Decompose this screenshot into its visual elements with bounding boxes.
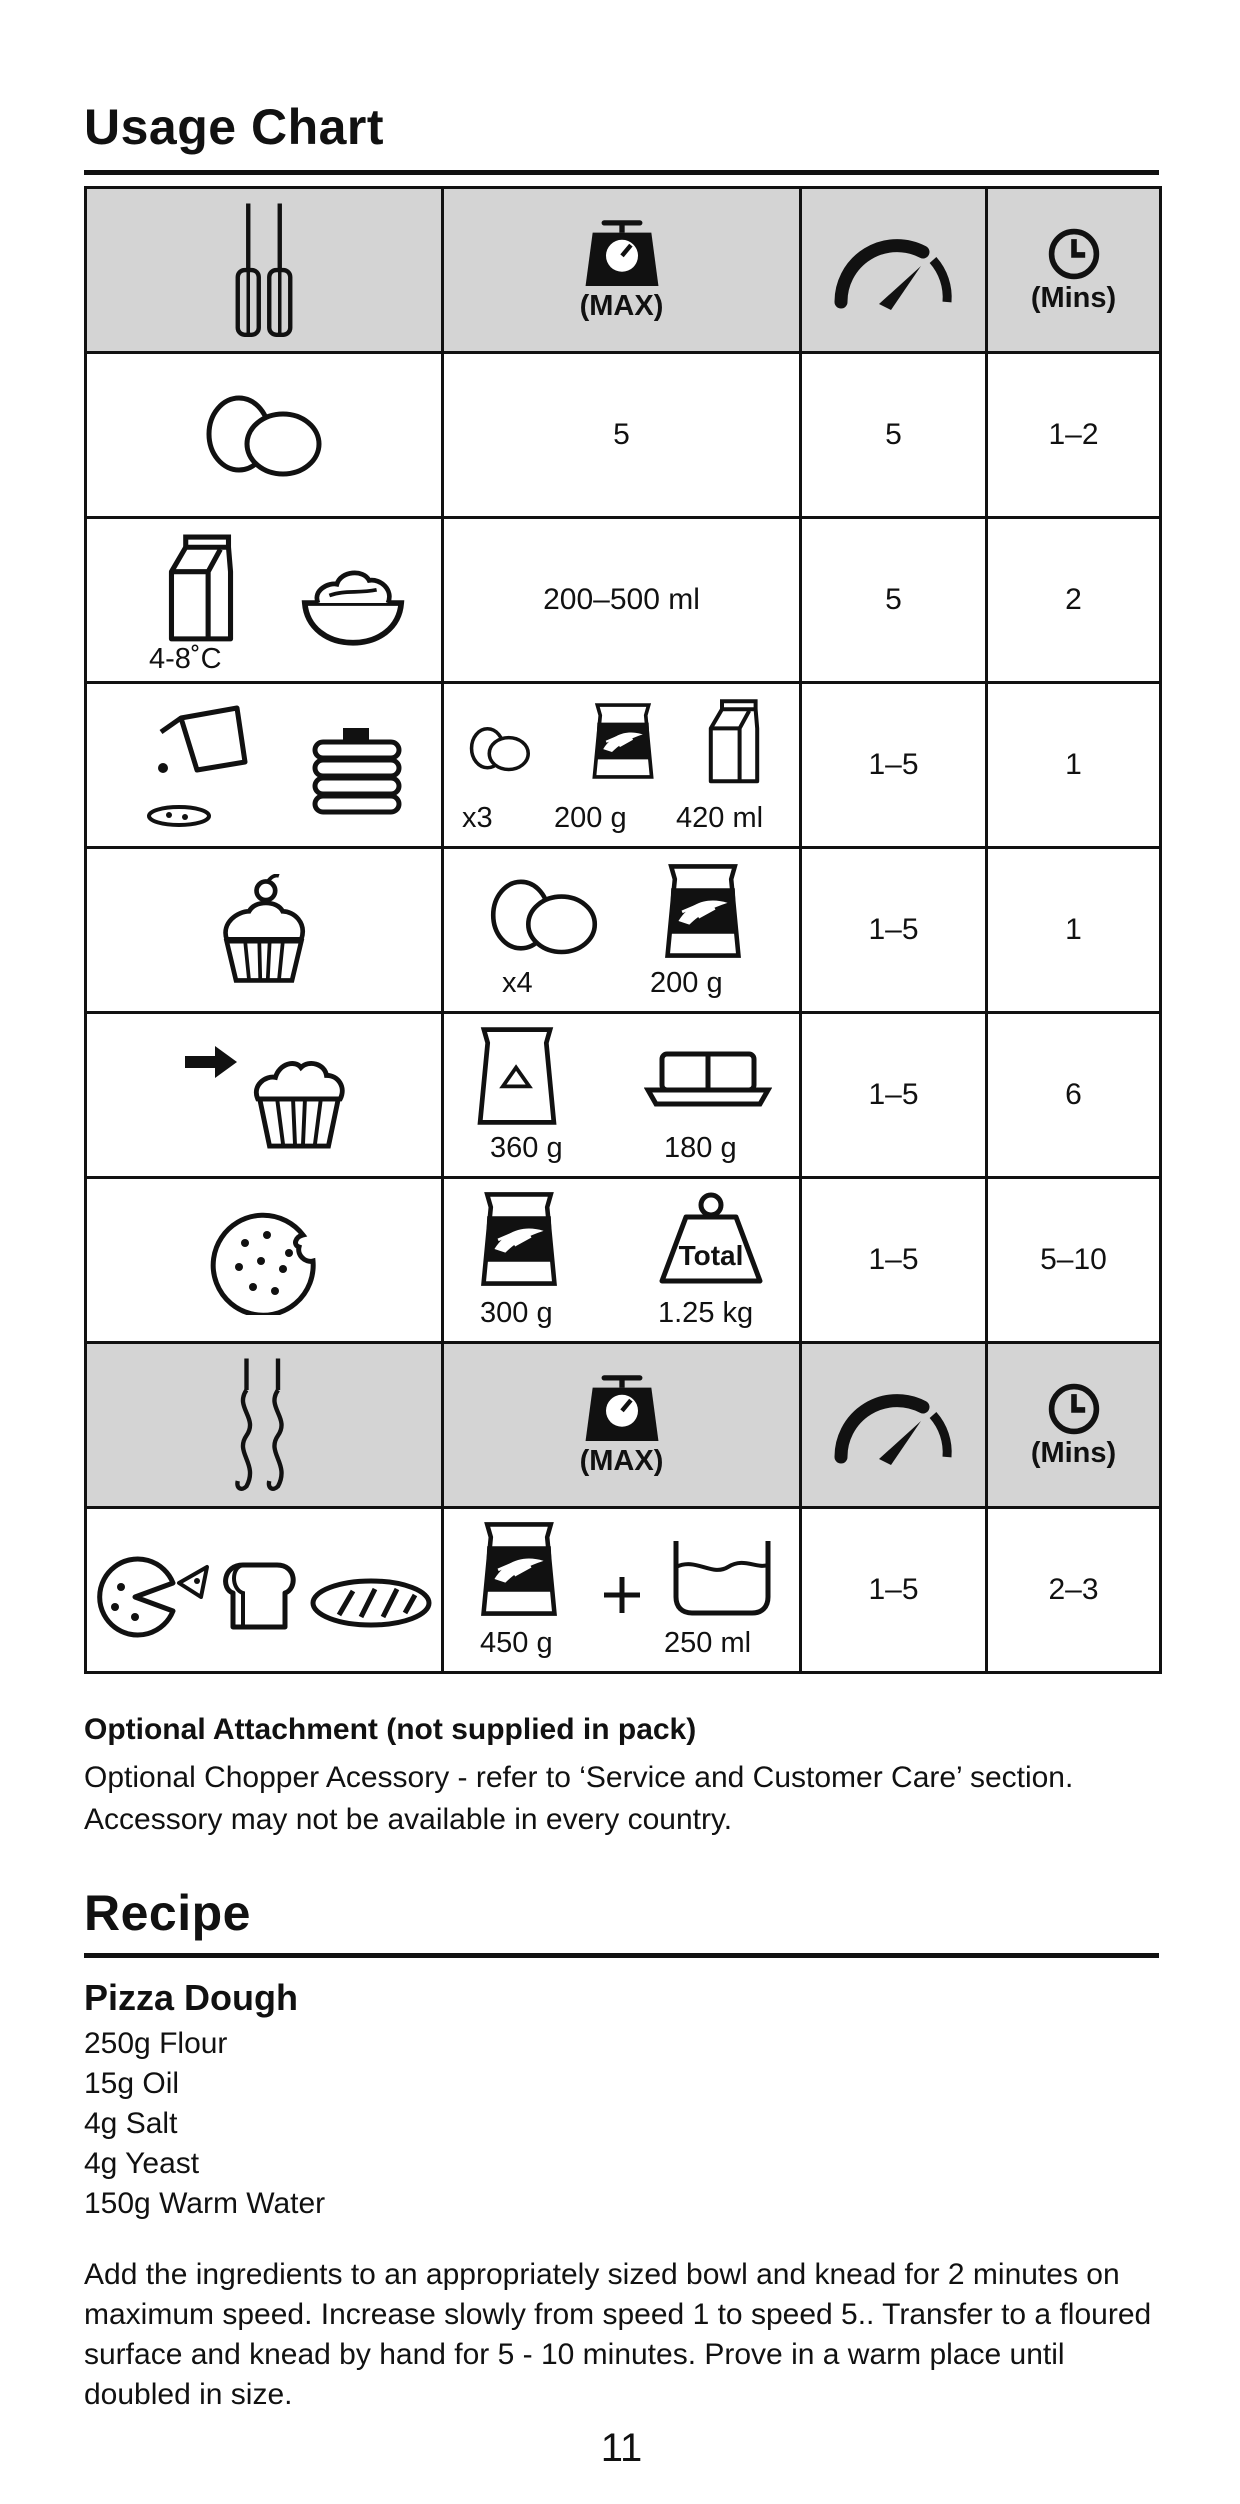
- table-row: [86, 1178, 1161, 1343]
- batter-jug-icon: [141, 698, 251, 834]
- ingredients-cell: [443, 683, 801, 848]
- food-cell: [86, 683, 443, 848]
- table-row: [86, 1508, 1161, 1673]
- total-label: Total: [678, 1240, 744, 1271]
- ingredients-cell: [443, 1508, 801, 1673]
- ingredient-qty: 420 ml: [676, 802, 764, 834]
- scale-icon: [582, 1373, 662, 1445]
- speed-cell: 5: [801, 353, 987, 518]
- ingredient-list: [84, 2024, 325, 2224]
- bread-icon: [309, 1575, 433, 1631]
- milk-carton-icon: [706, 698, 762, 786]
- max-header-cell: [443, 188, 801, 353]
- ingredient-qty: 300 g: [480, 1297, 553, 1329]
- pancakes-icon: [309, 720, 405, 816]
- max-label: (MAX): [579, 289, 664, 322]
- eggs-icon: [199, 390, 329, 480]
- clock-icon: [1046, 226, 1102, 282]
- ingredients-cell: [443, 848, 801, 1013]
- table-header-row: [86, 1343, 1161, 1508]
- speed-cell: 5: [801, 518, 987, 683]
- ingredient-qty: 250 ml: [664, 1627, 752, 1659]
- speedometer-icon: [829, 1385, 959, 1465]
- ingredients-cell: [443, 1178, 801, 1343]
- water-bowl-icon: [672, 1537, 772, 1617]
- butter-icon: [644, 1048, 772, 1112]
- weight-icon: [656, 1189, 766, 1289]
- ingredient-qty: 200 g: [650, 967, 723, 999]
- time-cell: 2–3: [987, 1508, 1161, 1673]
- ingredient-qty: x3: [462, 802, 493, 834]
- list-item: 15g Oil: [84, 2067, 180, 2100]
- title-rule: [84, 1953, 1159, 1958]
- speedometer-icon: [829, 230, 959, 310]
- flour-bag-icon: [472, 1024, 562, 1128]
- food-cell: [86, 1013, 443, 1178]
- eggs-icon: [468, 720, 530, 780]
- speed-cell: 1–5: [801, 1013, 987, 1178]
- max-label: (MAX): [579, 1444, 664, 1477]
- food-cell: [86, 518, 443, 683]
- time-cell: 6: [987, 1013, 1161, 1178]
- dough-hooks-icon: [229, 1350, 299, 1500]
- recipe-title: Recipe: [84, 1885, 251, 1941]
- table-row: [86, 518, 1161, 683]
- arrow-right-icon: [183, 1044, 239, 1080]
- table-row: [86, 1013, 1161, 1178]
- flour-bag-icon: [478, 1519, 560, 1619]
- cookie-icon: [209, 1205, 319, 1315]
- bread-icon: [219, 1561, 299, 1631]
- usage-chart-title: Usage Chart: [84, 99, 385, 155]
- recipe-name: Pizza Dough: [84, 1977, 298, 2018]
- food-cell: [86, 848, 443, 1013]
- time-cell: 2: [987, 518, 1161, 683]
- speed-header-cell: [801, 188, 987, 353]
- max-cell: 200–500 ml: [443, 518, 801, 683]
- list-item: 4g Yeast: [84, 2147, 200, 2180]
- title-rule: [84, 170, 1159, 175]
- table-header-row: [86, 188, 1161, 353]
- table-row: [86, 683, 1161, 848]
- speed-cell: 1–5: [801, 683, 987, 848]
- clock-icon: [1046, 1381, 1102, 1437]
- time-header-cell: [987, 1343, 1161, 1508]
- food-cell: [86, 1508, 443, 1673]
- max-cell: 5: [443, 353, 801, 518]
- table-row: [86, 848, 1161, 1013]
- list-item: 150g Warm Water: [84, 2187, 326, 2220]
- time-cell: 1: [987, 683, 1161, 848]
- speed-header-cell: [801, 1343, 987, 1508]
- list-item: 4g Salt: [84, 2107, 178, 2140]
- page-number: 11: [600, 2426, 643, 2470]
- recipe-method: Add the ingredients to an appropriately sized bowl and knead for 2 minutes on maximum speed. Increase slowly from speed 1 to speed 5.. Transfer to a floured surface and knead by hand for 5 - 10 minutes. Prove in a warm place until doubled in size.: [84, 2258, 1152, 2411]
- time-header-cell: [987, 188, 1161, 353]
- ingredient-qty: x4: [502, 967, 533, 999]
- ingredient-qty: 200 g: [554, 802, 627, 834]
- time-cell: 1–2: [987, 353, 1161, 518]
- max-header-cell: [443, 1343, 801, 1508]
- table-row: [86, 353, 1161, 518]
- flour-bag-icon: [590, 700, 656, 782]
- attachment-cell: [86, 188, 443, 353]
- speed-cell: 1–5: [801, 848, 987, 1013]
- whisk-beaters-icon: [229, 195, 299, 345]
- food-cell: [86, 353, 443, 518]
- ingredient-qty: 1.25 kg: [658, 1297, 754, 1329]
- pizza-icon: [95, 1553, 213, 1639]
- cupcake-icon: [245, 1042, 353, 1150]
- temperature-label: 4-8˚C: [149, 643, 222, 675]
- optional-attachment-text: Optional Chopper Acessory - refer to ‘Service and Customer Care’ section. Accessory may not be available in every country.: [84, 1761, 1074, 1836]
- flour-bag-icon: [478, 1189, 560, 1289]
- ingredients-cell: [443, 1013, 801, 1178]
- ingredient-qty: 450 g: [480, 1627, 553, 1659]
- ingredient-qty: 180 g: [664, 1132, 737, 1164]
- cream-bowl-icon: [301, 561, 405, 647]
- list-item: 250g Flour: [84, 2027, 228, 2060]
- mins-label: (Mins): [1030, 1436, 1117, 1469]
- optional-attachment-heading: Optional Attachment (not supplied in pack): [84, 1713, 697, 1746]
- mins-label: (Mins): [1030, 281, 1117, 314]
- usage-chart-table: [84, 186, 1162, 1674]
- flour-bag-icon: [662, 861, 744, 961]
- time-cell: 1: [987, 848, 1161, 1013]
- plus-icon: [602, 1575, 642, 1615]
- speed-cell: 1–5: [801, 1508, 987, 1673]
- milk-carton-icon: [165, 533, 237, 645]
- time-cell: 5–10: [987, 1178, 1161, 1343]
- cupcake-icon: [216, 874, 312, 986]
- food-cell: [86, 1178, 443, 1343]
- attachment-cell: [86, 1343, 443, 1508]
- scale-icon: [582, 218, 662, 290]
- eggs-icon: [484, 871, 604, 961]
- speed-cell: 1–5: [801, 1178, 987, 1343]
- ingredient-qty: 360 g: [490, 1132, 563, 1164]
